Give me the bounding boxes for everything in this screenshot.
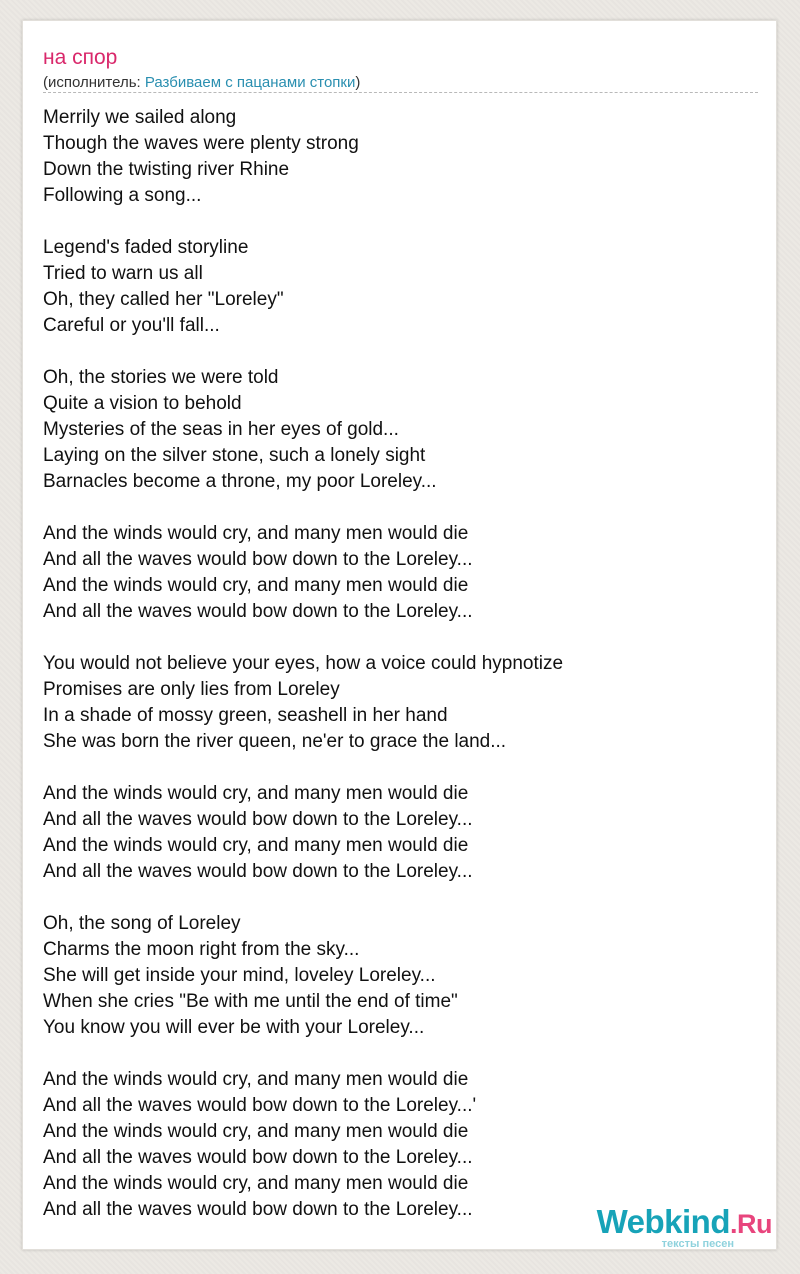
lyric-line: Legend's faded storyline — [43, 237, 249, 258]
lyric-line: And all the waves would bow down to the Loreley... — [43, 1147, 473, 1168]
artist-link[interactable]: Разбиваем с пацанами стопки — [144, 74, 356, 91]
artist-line — [43, 73, 360, 93]
lyric-line: And the winds would cry, and many men would die — [43, 783, 469, 804]
logo-tagline: тексты песен — [661, 1238, 734, 1250]
stanza-break — [43, 339, 753, 365]
lyric-line: Oh, the song of Loreley — [43, 913, 241, 934]
divider — [43, 92, 758, 93]
lyric-line: And the winds would cry, and many men would die — [43, 1121, 469, 1142]
stanza-break — [43, 625, 753, 651]
lyric-line: Merrily we sailed along — [43, 107, 237, 128]
artist-suffix: ) — [355, 74, 361, 91]
lyric-line: And all the waves would bow down to the Loreley...' — [43, 1095, 477, 1116]
lyric-line: Careful or you'll fall... — [43, 315, 220, 336]
lyric-line: When she cries "Be with me until the end of time" — [43, 991, 458, 1012]
lyric-line: And the winds would cry, and many men would die — [43, 1069, 469, 1090]
lyric-line: And the winds would cry, and many men would die — [43, 523, 469, 544]
lyric-line: Oh, the stories we were told — [43, 367, 279, 388]
stanza-break — [43, 209, 753, 235]
lyric-line: Following a song... — [43, 185, 202, 206]
lyric-line: Charms the moon right from the sky... — [43, 939, 360, 960]
lyric-line: And all the waves would bow down to the Loreley... — [43, 1199, 473, 1220]
artist-prefix: (исполнитель: — [43, 74, 145, 91]
webkind-logo[interactable] — [572, 1204, 772, 1254]
lyric-line: Laying on the silver stone, such a lonely sight — [43, 445, 426, 466]
lyric-line: And the winds would cry, and many men would die — [43, 1173, 469, 1194]
lyric-line: Though the waves were plenty strong — [43, 133, 359, 154]
lyric-line: In a shade of mossy green, seashell in her hand — [43, 705, 448, 726]
stanza-break — [43, 755, 753, 781]
lyric-line: Barnacles become a throne, my poor Loreley... — [43, 471, 437, 492]
lyric-line: Oh, they called her "Loreley" — [43, 289, 284, 310]
lyric-line: And the winds would cry, and many men would die — [43, 835, 469, 856]
lyric-line: Quite a vision to behold — [43, 393, 242, 414]
logo-wordmark — [572, 1204, 772, 1242]
lyric-line: You know you will ever be with your Loreley... — [43, 1017, 425, 1038]
lyrics-card — [22, 20, 777, 1250]
lyric-line: And all the waves would bow down to the Loreley... — [43, 549, 473, 570]
lyric-line: And all the waves would bow down to the Loreley... — [43, 861, 473, 882]
logo-tld: .Ru — [730, 1209, 772, 1239]
stanza-break — [43, 885, 753, 911]
lyrics-text — [43, 105, 753, 1223]
lyric-line: And all the waves would bow down to the Loreley... — [43, 601, 473, 622]
song-title: на спор — [43, 46, 118, 69]
lyric-line: She will get inside your mind, loveley Loreley... — [43, 965, 436, 986]
lyric-line: You would not believe your eyes, how a voice could hypnotize — [43, 653, 564, 674]
lyric-line: She was born the river queen, ne'er to grace the land... — [43, 731, 507, 752]
lyric-line: Tried to warn us all — [43, 263, 203, 284]
lyric-line: Down the twisting river Rhine — [43, 159, 290, 180]
lyric-line: And the winds would cry, and many men would die — [43, 575, 469, 596]
stanza-break — [43, 495, 753, 521]
lyric-line: And all the waves would bow down to the Loreley... — [43, 809, 473, 830]
lyric-line: Promises are only lies from Loreley — [43, 679, 340, 700]
lyric-line: Mysteries of the seas in her eyes of gold... — [43, 419, 399, 440]
logo-main-text: Webkind — [596, 1203, 730, 1240]
stanza-break — [43, 1041, 753, 1067]
